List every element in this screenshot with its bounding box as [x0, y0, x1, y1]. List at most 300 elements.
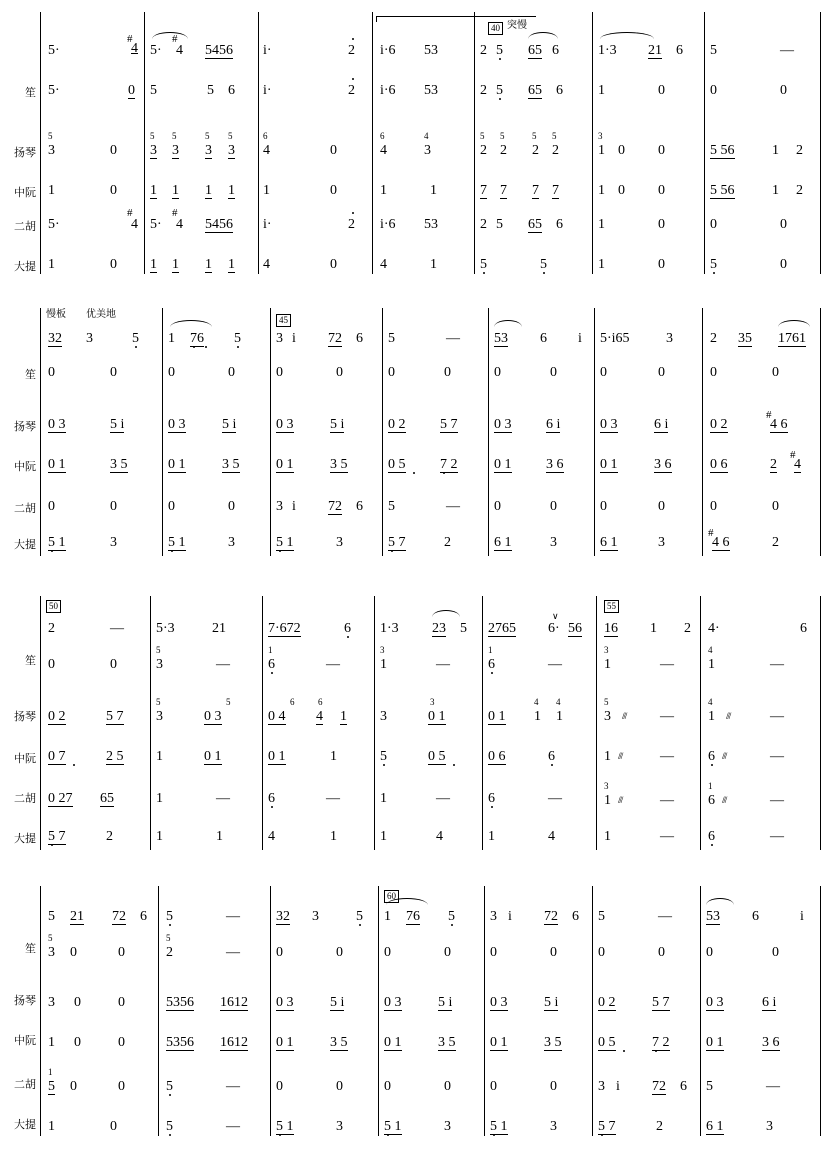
octave-dot — [391, 550, 393, 552]
note-beamed: 0 1 — [168, 457, 186, 472]
note-beamed: 5 7 — [440, 417, 458, 432]
tremolo: ⫻ — [622, 711, 628, 721]
note-beamed: 1612 — [220, 1035, 248, 1050]
tempo-marking: 突慢 — [507, 20, 527, 31]
note-beamed: 23 — [432, 621, 446, 636]
tremolo: ⫻ — [722, 795, 728, 805]
note: 1 — [384, 909, 391, 924]
label-sheng: 笙 — [25, 87, 36, 99]
note: 0 — [110, 143, 117, 158]
note: 5 — [706, 1079, 713, 1094]
slur — [528, 32, 558, 39]
note: 0 — [336, 1079, 343, 1094]
note: 5 — [460, 621, 467, 636]
tremolo: ⫻ — [722, 751, 728, 761]
note-beamed: 3 5 — [438, 1035, 456, 1050]
octave-dot — [279, 550, 281, 552]
octave-dot — [359, 924, 361, 926]
note: 3 — [380, 709, 387, 724]
note-beamed: 7 2 — [652, 1035, 670, 1050]
note: 3 — [276, 331, 283, 346]
octave-dot — [237, 346, 239, 348]
note-beamed: 7·672 — [268, 621, 301, 636]
barline — [820, 12, 821, 274]
note-beamed: 5 i — [222, 417, 237, 432]
note: — — [770, 749, 784, 764]
octave-dot — [499, 98, 501, 100]
note: — — [660, 657, 674, 672]
barline — [374, 596, 375, 850]
note-beamed: 1 — [205, 257, 212, 272]
note: 0 — [110, 183, 117, 198]
note: 4 — [534, 697, 539, 707]
slur — [706, 898, 734, 905]
note: 1 — [708, 781, 713, 791]
note: 3 — [430, 697, 435, 707]
note-beamed: 0 3 — [276, 417, 294, 432]
note: 0 — [658, 83, 665, 98]
note: 1 — [650, 621, 657, 636]
note: — — [770, 657, 784, 672]
note-beamed: 5 56 — [710, 183, 735, 198]
note-beamed: 5 7 — [388, 535, 406, 550]
note: 0 — [276, 945, 283, 960]
note: 6 — [752, 909, 759, 924]
note: 5· — [150, 217, 162, 232]
note: 1 — [156, 829, 163, 844]
note-beamed: 5 i — [110, 417, 125, 432]
note-beamed: 4 6 — [712, 535, 730, 550]
note: 2 — [480, 143, 487, 158]
note: 5· — [150, 43, 162, 58]
note: 53 — [424, 83, 438, 98]
note: 2 — [348, 43, 355, 58]
note-beamed: 21 — [70, 909, 84, 924]
note: 4 — [263, 143, 270, 158]
note: 2 — [710, 331, 717, 346]
note-beamed: 5 — [48, 1079, 55, 1094]
note: 0 — [658, 143, 665, 158]
note: 2 — [348, 83, 355, 98]
note: 6 — [708, 793, 715, 808]
tremolo: ⫻ — [618, 751, 624, 761]
note-beamed: 7 — [552, 183, 559, 198]
note: 0 — [110, 365, 117, 380]
note: — — [110, 621, 124, 636]
barline — [378, 886, 379, 1136]
note: 6 — [488, 791, 495, 806]
note-beamed: 6 1 — [494, 535, 512, 550]
octave-dot — [443, 472, 445, 474]
note-beamed: 5 1 — [276, 1119, 294, 1134]
note: — — [226, 945, 240, 960]
note: 1 — [380, 183, 387, 198]
note: 5 — [48, 909, 55, 924]
note: 5 — [205, 131, 210, 141]
note: 5 — [156, 697, 161, 707]
note: 6 — [676, 43, 683, 58]
note: 5 — [388, 499, 395, 514]
note-beamed: 0 1 — [706, 1035, 724, 1050]
note: 1 — [48, 1067, 53, 1077]
octave-dot — [493, 1134, 495, 1136]
note: 5 — [48, 131, 53, 141]
octave-dot — [413, 472, 415, 474]
note-beamed: 5 7 — [652, 995, 670, 1010]
note: 2 — [532, 143, 539, 158]
note-beamed: 0 2 — [388, 417, 406, 432]
note: 0 — [658, 257, 665, 272]
note: 2 — [480, 83, 487, 98]
note: 5 — [166, 909, 173, 924]
rehearsal-mark-50: 50 — [46, 600, 61, 613]
note: 1 — [48, 257, 55, 272]
note: 0 — [168, 365, 175, 380]
phrase-bracket-tick — [376, 16, 377, 22]
note: 0 — [276, 1079, 283, 1094]
note: 6 — [488, 657, 495, 672]
note: — — [660, 793, 674, 808]
note: 3 — [86, 331, 93, 346]
note: 0 — [110, 657, 117, 672]
note-beamed: 6 i — [546, 417, 561, 432]
note: 0 — [598, 945, 605, 960]
note: 4 — [268, 829, 275, 844]
note: i — [800, 909, 804, 924]
note: 5 — [480, 257, 487, 272]
note: 0 — [384, 945, 391, 960]
note-beamed: 72 — [112, 909, 126, 924]
note-beamed: 0 5 — [388, 457, 406, 472]
note: 1 — [380, 829, 387, 844]
note: 1 — [604, 749, 611, 764]
note: 2 — [480, 43, 487, 58]
note-beamed: 3 — [228, 143, 235, 158]
note: 0 — [444, 1079, 451, 1094]
note: 0 — [706, 945, 713, 960]
note: 5 — [598, 909, 605, 924]
note-beamed: 0 5 — [598, 1035, 616, 1050]
note: 0 — [336, 365, 343, 380]
note: 2 — [106, 829, 113, 844]
note: 3 — [336, 1119, 343, 1134]
note: 3 — [598, 1079, 605, 1094]
note: 4 — [176, 43, 183, 58]
barline — [592, 12, 593, 274]
note: 4 — [424, 131, 429, 141]
label-dati: 大提 — [14, 261, 36, 273]
note: 3 — [444, 1119, 451, 1134]
note: 4 — [708, 645, 713, 655]
note-beamed: 21 — [648, 43, 662, 58]
note-beamed: 7 — [532, 183, 539, 198]
note-beamed: 6 i — [762, 995, 777, 1010]
note-beamed: 1 — [172, 257, 179, 272]
note: 1 — [598, 183, 605, 198]
note: 0 — [710, 365, 717, 380]
octave-dot — [491, 806, 493, 808]
slur — [170, 320, 212, 327]
octave-dot — [623, 1050, 625, 1052]
note-beamed: 3 — [150, 143, 157, 158]
octave-dot — [383, 764, 385, 766]
note: 2 — [772, 535, 779, 550]
note: 1 — [380, 791, 387, 806]
note: 0 — [168, 499, 175, 514]
note: — — [326, 791, 340, 806]
note: 4 — [176, 217, 183, 232]
note-beamed: 1 — [150, 257, 157, 272]
note: 0 — [772, 945, 779, 960]
note: i·6 — [380, 83, 396, 98]
label-yangqin: 扬琴 — [14, 147, 36, 159]
barline — [594, 308, 595, 556]
note: 0 — [276, 365, 283, 380]
octave-dot — [135, 346, 137, 348]
octave-dot — [193, 346, 195, 348]
note: 3 — [604, 781, 609, 791]
note: 2 — [480, 217, 487, 232]
note: i·6 — [380, 43, 396, 58]
octave-dot — [205, 346, 207, 348]
barline — [262, 596, 263, 850]
note-beamed: 3 5 — [544, 1035, 562, 1050]
note: — — [660, 749, 674, 764]
note: 0 — [110, 499, 117, 514]
note: 3 — [380, 645, 385, 655]
accidental-sharp: # — [127, 207, 133, 219]
rehearsal-mark-60: 60 — [384, 890, 399, 903]
note: 0 — [658, 183, 665, 198]
barline — [700, 886, 701, 1136]
note: 4 — [380, 143, 387, 158]
note: 0 — [118, 995, 125, 1010]
note: 5 — [234, 331, 241, 346]
note: 1 — [156, 749, 163, 764]
note: 2 — [348, 217, 355, 232]
note-beamed: 53 — [706, 909, 720, 924]
note: i — [616, 1079, 620, 1094]
note: 0 — [74, 1035, 81, 1050]
note: 1 — [430, 183, 437, 198]
note: 1 — [556, 709, 563, 724]
note-beamed: 4 6 — [770, 417, 788, 432]
octave-dot — [169, 1134, 171, 1136]
octave-dot — [279, 1134, 281, 1136]
barline — [162, 308, 163, 556]
note: 1 — [598, 217, 605, 232]
note: 2 — [684, 621, 691, 636]
note: 0 — [70, 945, 77, 960]
label-zhongruan: 中阮 — [14, 753, 36, 765]
note-beamed: 0 3 — [490, 995, 508, 1010]
note-beamed: 3 5 — [222, 457, 240, 472]
note-beamed: 0 2 — [48, 709, 66, 724]
barline — [270, 308, 271, 556]
slur — [778, 320, 810, 327]
note: 3 — [48, 945, 55, 960]
note: 1 — [604, 793, 611, 808]
note-beamed: 5 7 — [48, 829, 66, 844]
note: 1 — [48, 1119, 55, 1134]
note-beamed: 16 — [604, 621, 618, 636]
note: 1 — [772, 143, 779, 158]
note-beamed: 0 1 — [494, 457, 512, 472]
note: 0 — [128, 83, 135, 98]
note: 3 — [48, 143, 55, 158]
label-dati: 大提 — [14, 1119, 36, 1131]
note: 4 — [131, 217, 138, 232]
slur — [600, 32, 654, 39]
label-erhu: 二胡 — [14, 793, 36, 805]
octave-dot — [483, 272, 485, 274]
note-beamed: 0 3 — [204, 709, 222, 724]
note: 3 — [336, 535, 343, 550]
barline — [158, 886, 159, 1136]
note: i — [578, 331, 582, 346]
note: 5 — [496, 43, 503, 58]
note: 6 — [356, 499, 363, 514]
note-beamed: 5 i — [544, 995, 559, 1010]
note-beamed: 5 1 — [48, 535, 66, 550]
note: 0 — [330, 183, 337, 198]
label-yangqin: 扬琴 — [14, 711, 36, 723]
note: 0 — [618, 183, 625, 198]
note-beamed: 0 3 — [168, 417, 186, 432]
note-beamed: 3 6 — [762, 1035, 780, 1050]
note: 0 — [118, 1035, 125, 1050]
note: 5 — [207, 83, 214, 98]
note-beamed: 72 — [328, 499, 342, 514]
note: 5 — [226, 697, 231, 707]
note: 5·3 — [156, 621, 175, 636]
note-beamed: 7 2 — [440, 457, 458, 472]
note: 6 — [344, 621, 351, 636]
note: 6 — [356, 331, 363, 346]
note-beamed: 1 — [228, 257, 235, 272]
tempo-youmeidi: 优美地 — [86, 309, 116, 320]
note: 1 — [598, 257, 605, 272]
note: 4 — [548, 829, 555, 844]
octave-dot — [169, 1094, 171, 1096]
note: 1 — [48, 1035, 55, 1050]
octave-dot — [352, 38, 354, 40]
note-beamed: 5356 — [166, 995, 194, 1010]
note-beamed: 2 — [770, 457, 777, 472]
note-beamed: 0 3 — [494, 417, 512, 432]
note: 5 — [48, 933, 53, 943]
note-beamed: 3 — [205, 143, 212, 158]
note: 3 — [228, 535, 235, 550]
note: 5 — [380, 749, 387, 764]
note: 5· — [48, 43, 60, 58]
note: 0 — [658, 499, 665, 514]
barline — [40, 308, 41, 556]
note-beamed: 5456 — [205, 43, 233, 58]
note: 0 — [330, 257, 337, 272]
label-erhu: 二胡 — [14, 503, 36, 515]
note-beamed: 6 1 — [706, 1119, 724, 1134]
accidental-sharp: # — [172, 33, 178, 45]
note-beamed: 0 6 — [488, 749, 506, 764]
note: 0 — [228, 365, 235, 380]
note: 6 — [552, 43, 559, 58]
note: 3 — [658, 535, 665, 550]
note: 5 — [710, 257, 717, 272]
system-4 — [0, 872, 826, 1168]
note: 0 — [494, 499, 501, 514]
octave-dot — [551, 764, 553, 766]
note: 5·i65 — [600, 331, 630, 346]
note: 6 — [268, 657, 275, 672]
note: 21 — [212, 621, 226, 636]
note: i· — [263, 217, 272, 232]
note-beamed: 1761 — [778, 331, 806, 346]
barline — [150, 596, 151, 850]
note: 0 — [780, 257, 787, 272]
note: 5 — [496, 83, 503, 98]
note-beamed: 5356 — [166, 1035, 194, 1050]
note-beamed: 5 1 — [276, 535, 294, 550]
note-beamed: 0 3 — [384, 995, 402, 1010]
barline — [484, 886, 485, 1136]
label-sheng: 笙 — [25, 369, 36, 381]
note: 6 — [318, 697, 323, 707]
note: 6 — [708, 749, 715, 764]
note: 5 — [500, 131, 505, 141]
note-beamed: 0 4 — [268, 709, 286, 724]
note: 6 — [556, 217, 563, 232]
rehearsal-mark-45: 45 — [276, 314, 291, 327]
note: 1 — [330, 829, 337, 844]
note: 3 — [604, 645, 609, 655]
system-2 — [0, 292, 826, 582]
note: — — [216, 657, 230, 672]
note-beamed: 0 1 — [490, 1035, 508, 1050]
barline — [258, 12, 259, 274]
note: 0 — [118, 945, 125, 960]
note: 0 — [600, 365, 607, 380]
note: 6 — [680, 1079, 687, 1094]
note: 5 — [604, 697, 609, 707]
note-beamed: 5 i — [438, 995, 453, 1010]
note-beamed: 0 27 — [48, 791, 73, 806]
note: i·6 — [380, 217, 396, 232]
note: 1 — [380, 657, 387, 672]
note-beamed: 1 — [172, 183, 179, 198]
note: 2 — [48, 621, 55, 636]
note-beamed: 0 1 — [204, 749, 222, 764]
note-beamed: 1612 — [220, 995, 248, 1010]
note: 3 — [666, 331, 673, 346]
note: 1 — [772, 183, 779, 198]
label-dati: 大提 — [14, 539, 36, 551]
note-beamed: 5 1 — [384, 1119, 402, 1134]
note-beamed: 1 — [340, 709, 347, 724]
note: 0 — [550, 945, 557, 960]
note-beamed: 5456 — [205, 217, 233, 232]
note: 6 — [290, 697, 295, 707]
note-beamed: 2765 — [488, 621, 516, 636]
note: 0 — [74, 995, 81, 1010]
barline — [596, 596, 597, 850]
accidental-sharp: # — [766, 409, 772, 421]
note: 0 — [772, 499, 779, 514]
note: 1·3 — [598, 43, 617, 58]
note: — — [436, 791, 450, 806]
note-beamed: 5 1 — [168, 535, 186, 550]
note: 0 — [444, 945, 451, 960]
